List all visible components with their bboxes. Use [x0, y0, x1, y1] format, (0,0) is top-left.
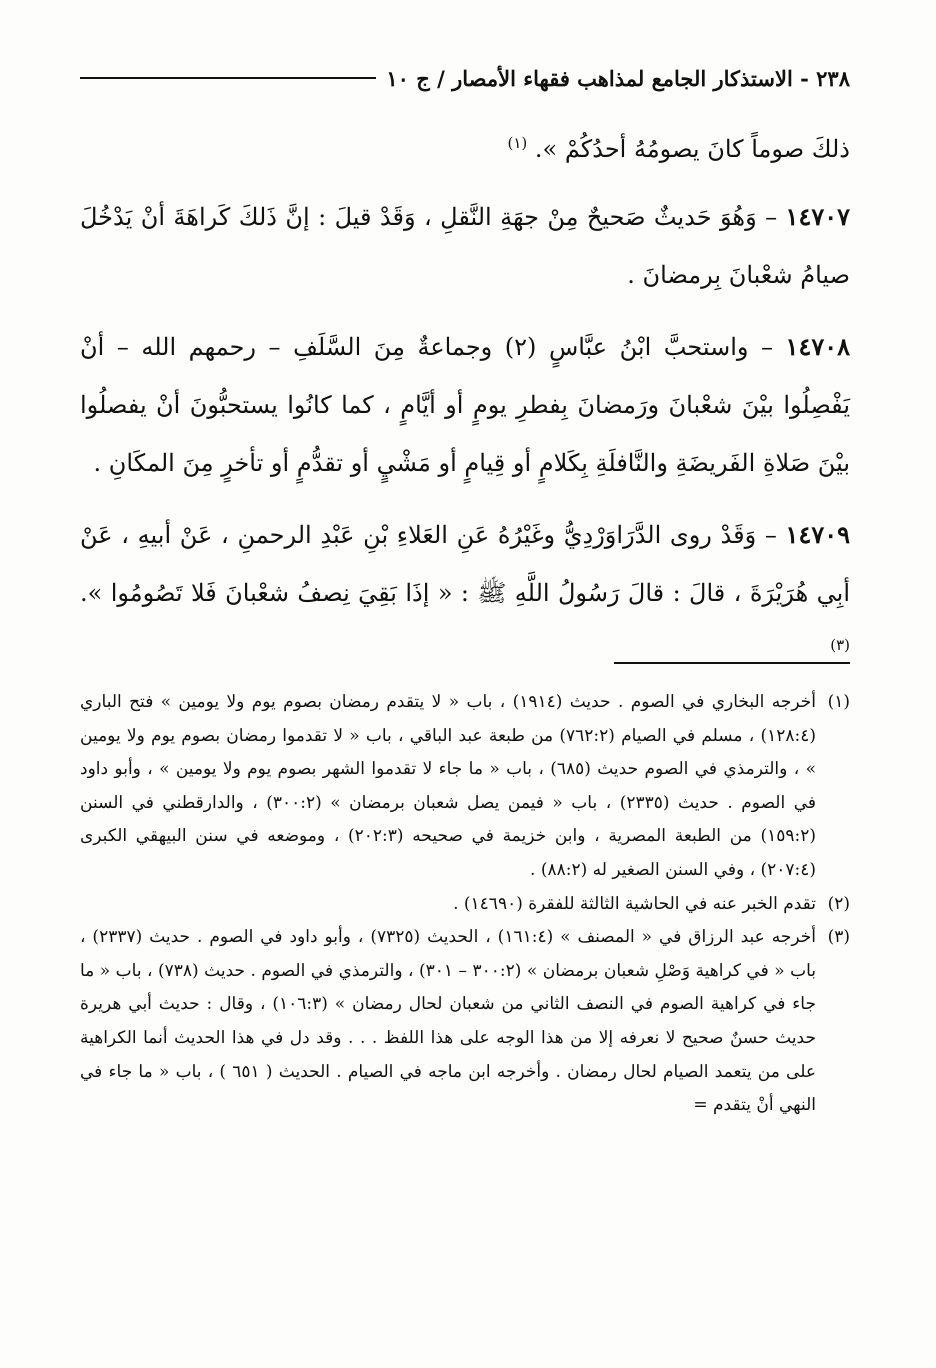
paragraph-text: – وَقَدْ روى الدَّرَاوَرْدِيُّ وغَيْرُهُ عَنِ العَلاءِ بْنِ عَبْدِ الرحمنِ ، عَنْ أبيهِ ، عَنْ أبِي هُرَيْرَةَ ، قالَ : قالَ رَسُولُ اللَّهِ ﷺ : « إذَا بَقِيَ نِصفُ شعْبانَ فَلا تَصُومُوا ».	[80, 521, 850, 607]
main-text	[80, 120, 850, 694]
footnote-label: (١)	[827, 692, 850, 712]
running-head: ٢٣٨ - الاستذكار الجامع لمذاهب فقهاء الأمصار / ج ١٠	[386, 65, 850, 91]
footnote	[80, 686, 850, 888]
paragraph-number: ١٤٧٠٨	[785, 332, 850, 361]
footnote-ref: (١)	[507, 134, 528, 152]
paragraph-text: – واستحبَّ ابْنُ عبَّاسٍ (٢) وجماعةٌ مِنَ السَّلَفِ – رحمهم الله – أنْ يَفْصِلُوا بيْنَ شعْبانَ ورَمضانَ بِفطرِ يومٍ أو أيَّامٍ ، كما كانُوا يستحبُّونَ أنْ يفصلُوا بيْنَ صَلاةِ الفَريضَةِ والنَّافلَةِ بِكَلامٍ أو قِيامٍ أو مَشْيٍ أو تقدُّمٍ أو تأخرٍ مِنَ المكَانِ .	[80, 333, 850, 477]
paragraph	[80, 188, 850, 304]
footnotes	[80, 686, 850, 1123]
footnote-ref: (٣)	[830, 636, 850, 654]
paragraph-number: ١٤٧٠٧	[785, 202, 850, 231]
footnote-text: تقدم الخبر عنه في الحاشية الثالثة للفقرة (١٤٦٩٠) .	[453, 893, 816, 914]
footnote-text: أخرجه عبد الرزاق في « المصنف » (١٦١:٤) ، الحديث (٧٣٢٥) ، وأبو داود في الصوم . حديث (٢٣٣٧) ، باب « في كراهية وَصْلِ شعبان برمضان » (٣٠٠:٢ – ٣٠١) ، والترمذي في الصوم . حديث (٧٣٨) ، باب « ما جاء في كراهية الصوم في النصف الثاني من شعبان لحال رمضان » (١٠٦:٣) ، وقال : حديث أبي هريرة حديث حسنٌ صحيح لا نعرفه إلا من هذا الوجه على هذا اللفظ . . . وقد دل في هذا الحديث أنما الكراهية على من يتعمد الصيام لحال رمضان . وأخرجه ابن ماجه في الصيام . الحديث ( ٦٥١ ) ، باب « ما جاء في النهي أنْ يتقدم =	[80, 927, 817, 1116]
footnote-label: (٢)	[827, 893, 850, 914]
paragraph-text: ذلكَ صوماً كانَ يصومُهُ أحدُكُمْ ».	[534, 135, 850, 163]
header-rule	[80, 77, 376, 79]
footnote	[80, 888, 850, 922]
paragraph	[80, 318, 850, 492]
page-header	[80, 58, 850, 98]
paragraph	[80, 120, 850, 178]
paragraph-text: – وَهُوَ حَديثٌ صَحيحٌ مِنْ جهَةِ النَّقلِ ، وَقَدْ قيلَ : إنَّ ذَلكَ كَراهَةَ أنْ يَدْخُلَ صيامُ شعْبانَ بِرمضانَ .	[80, 203, 850, 289]
footnote-label: (٣)	[827, 927, 850, 948]
footnote	[80, 921, 850, 1123]
footnote-text: أخرجه البخاري في الصوم . حديث (١٩١٤) ، باب « لا يتقدم رمضان بصوم يوم ولا يومين » فتح الباري (١٢٨:٤) ، مسلم في الصيام (٧٦٢:٢) من طبعة عبد الباقي ، باب « لا تقدموا رمضان بصوم يوم ولا يومين » ، والترمذي في الصوم حديث (٦٨٥) ، باب « ما جاء لا تقدموا الشهر بصوم يوم ولا يومين » ، وأبو داود في الصوم . حديث (٢٣٣٥) ، باب « فيمن يصل شعبان برمضان » (٣٠٠:٢) ، والدارقطني في السنن (١٥٩:٢) من الطبعة المصرية ، وابن خزيمة في صحيحه (٢٠٢:٣) ، وموضعه في سنن البيهقي الكبرى (٢٠٧:٤) ، وفي السنن الصغير له (٨٨:٢) .	[80, 692, 817, 880]
paragraph	[80, 506, 850, 680]
paragraph-number: ١٤٧٠٩	[785, 520, 850, 549]
footnote-separator	[614, 662, 850, 664]
